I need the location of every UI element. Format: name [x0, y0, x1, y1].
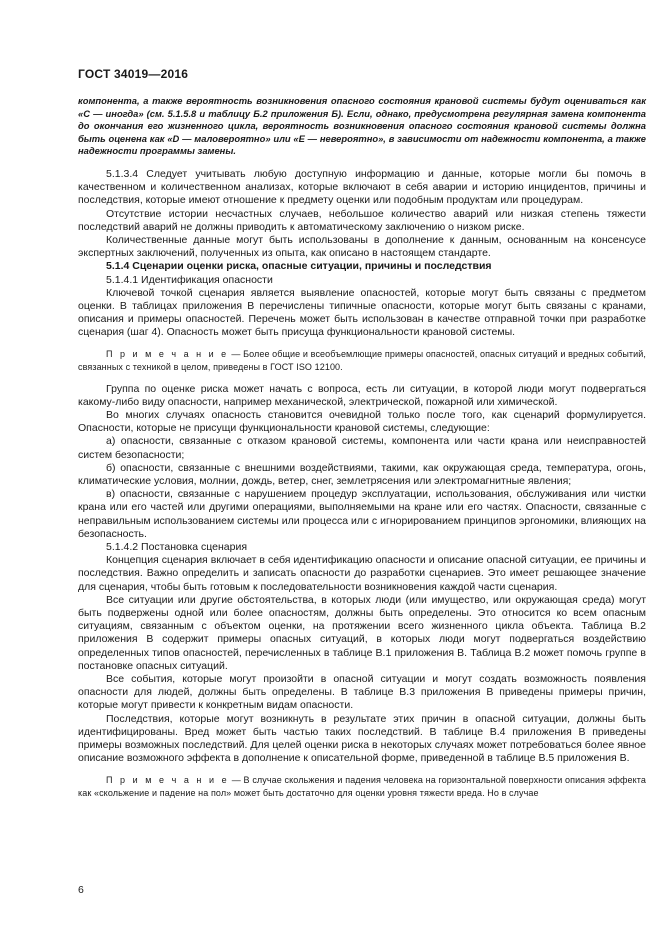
italic-intro-paragraph: компонента, а также вероятность возникновения опасного состояния крановой системы будут оцениваться как «С — иногда» (см. 5.1.5.8 и таблицу Б.2 приложения Б). Если, однако, предусмотрена регулярная замена компонента до окончания его жизненного цикла, вероятность возникновения опасного состояния крановой системы должна быть оценена как «D — маловероятно» или «Е — невероятно», в зависимости от надежности компонента, а также надежности программы замены.	[78, 95, 646, 157]
heading-5-1-4: 5.1.4 Сценарии оценки риска, опасные ситуации, причины и последствия	[106, 260, 492, 273]
paragraph-all-situations: Все ситуации или другие обстоятельства, в которых люди (или имущество, или окружающая среда) могут быть подвержены одной или более опасностям, должны быть определены. Это относится ко всем опасным ситуациям, связанным с объектом оценки, на протяжении всего жизненного цикла объекта. Таблица В.2 приложения В содержит примеры опасных ситуаций, в которых люди могут подвергаться воздействию определенных типов опасностей, перечисленных в таблице В.1 приложения В. Таблица В.2 может помочь группе в постановке опасных ситуаций.	[78, 593, 646, 672]
heading-5-1-4-1: 5.1.4.1 Идентификация опасности	[106, 273, 273, 286]
note-2	[78, 774, 646, 800]
list-item-b: б) опасности, связанные с внешними воздействиями, такими, как окружающая среда, температура, огонь, климатические условия, молнии, дождь, ветер, снег, землетрясения или электромагнитные явления;	[78, 461, 646, 488]
clause-5-1-3-4: 5.1.3.4 Следует учитывать любую доступную информацию и данные, которые могли бы помочь в качественном и количественном анализах, которые включают в себя аварии и историю инцидентов, причины и последствия, которые имеют отношение к предмету оценки или подобным продуктам или процедурам.	[78, 167, 646, 207]
note-label: П р и м е ч а н и е	[106, 348, 229, 359]
document-header: ГОСТ 34019—2016	[78, 67, 189, 81]
paragraph-many-cases: Во многих случаях опасность становится очевидной только после того, как сценарий формулируется. Опасности, которые не присущи функциональности крановой системы, следующие:	[78, 409, 646, 435]
note-text: — Более общие и всеобъемлющие примеры опасностей, опасных ситуаций и вредных событий, связанных с техникой в целом, приведены в ГОСТ ISO 12100.	[78, 348, 646, 372]
paragraph-absence: Отсутствие истории несчастных случаев, небольшое количество аварий или низкая степень тяжести последствий аварий не должны приводить к автоматическому заключению о низком риске.	[78, 207, 646, 233]
heading-5-1-4-2: 5.1.4.2 Постановка сценария	[106, 541, 248, 554]
paragraph-concept: Концепция сценария включает в себя идентификацию опасности и описание опасной ситуации, ее причины и последствия. Важно определить и записать опасности до разработки сценариев. Это имеет решающее значение для сценария, чтобы быть готовым к последовательности возникновения каждой части сценария.	[78, 554, 646, 593]
note-label: П р и м е ч а н и е	[106, 774, 230, 785]
paragraph-events: Все события, которые могут произойти в опасной ситуации и могут создать возможность появления опасности для людей, должны быть определены. В таблице В.3 приложения В приведены примеры причин, которые могут привести к конкретным видам опасности.	[78, 673, 646, 712]
note-1	[78, 348, 646, 374]
page-content	[78, 95, 646, 809]
paragraph-group: Группа по оценке риска может начать с вопроса, есть ли ситуации, в которой люди могут подвергаться какому-либо виду опасности, например механической, электрической, пожарной или химической.	[78, 382, 646, 408]
page-number: 6	[78, 884, 84, 896]
paragraph-consequences: Последствия, которые могут возникнуть в результате этих причин в опасной ситуации, должны быть идентифицированы. Вред может быть частью таких последствий. В таблице В.4 приложения В приведены примеры возможных последствий. Для целей оценки риска в некоторых случаях может потребоваться более явное описание возможного эффекта в дополнение к описательной форме, приведенной в таблице В.5 приложения В.	[78, 712, 646, 765]
list-item-c: в) опасности, связанные с нарушением процедур эксплуатации, использования, обслуживания или чистки крана или его частей или другими операциями, выполняемыми на кране или его частях. Опасности, связанные с неправильным использованием системы или процесса или с игнорированием принципов эргономики, влияющих на безопасность.	[78, 488, 646, 540]
list-item-a: а) опасности, связанные с отказом крановой системы, компонента или части крана или неисправностей систем безопасности;	[78, 435, 646, 461]
paragraph-key-point: Ключевой точкой сценария является выявление опасностей, которые могут быть связаны с предметом оценки. В таблицах приложения В перечислены типичные опасности, которые могут быть связаны с кранами, описания и примеры опасностей. Перечень может быть использован в качестве отправной точки при разработке сценария (шаг 4). Опасность может быть присуща функциональности крановой системы.	[78, 286, 646, 339]
paragraph-quantitative: Количественные данные могут быть использованы в дополнение к данным, основанным на консенсусе экспертных заключений, полученных из опыта, как описано в настоящем стандарте.	[78, 233, 646, 260]
note-text: — В случае скольжения и падения человека на горизонтальной поверхности описания эффекта как «скольжение и падение на пол» может быть достаточно для оценки уровня тяжести вреда. Но в случае	[78, 774, 646, 798]
